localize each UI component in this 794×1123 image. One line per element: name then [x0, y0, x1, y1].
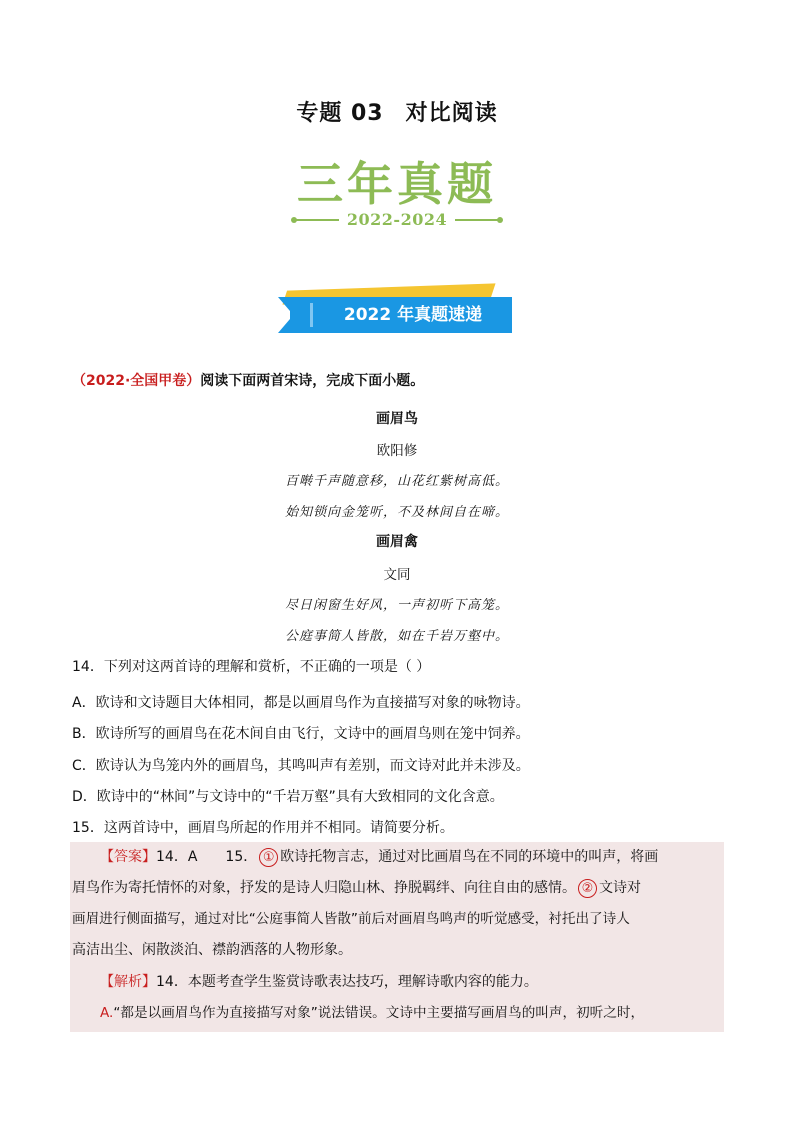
answer-q14: 14．A	[156, 849, 198, 865]
analysis-text-1: 14．本题考查学生鉴赏诗歌表达技巧，理解诗歌内容的能力。	[156, 974, 538, 990]
decor-line-left	[293, 219, 339, 221]
q14-option-a: A．欧诗和文诗题目大体相同，都是以画眉鸟作为直接描写对象的咏物诗。	[72, 695, 530, 711]
poem-2-author: 文同	[383, 567, 411, 583]
page-title	[0, 96, 794, 127]
answer-q15-num: 15．	[225, 849, 258, 865]
poem-1-title: 画眉鸟	[376, 411, 418, 427]
question-source: （2022·全国甲卷）	[72, 373, 201, 389]
poem-2-line-2: 公庭事简人皆散，如在千岩万壑中。	[284, 629, 509, 644]
topic-number: 专题 03	[296, 101, 384, 126]
q14-option-c: C．欧诗认为鸟笼内外的画眉鸟，其鸣叫声有差别，而文诗对此并未涉及。	[72, 758, 530, 774]
analysis-label: 【解析】	[100, 974, 156, 990]
question-intro	[72, 370, 424, 390]
poem-2-title: 画眉禽	[376, 534, 418, 550]
poem-1-author: 欧阳修	[376, 443, 418, 459]
decor-line-right	[455, 219, 501, 221]
answer-mark-1: ①	[259, 848, 278, 867]
answer-line-2	[72, 873, 724, 904]
three-years-heading: 三年真题	[297, 157, 497, 211]
poem-1-line-2: 始知锁向金笼听，不及林间自在啼。	[284, 505, 509, 520]
analysis-text-2: “都是以画眉鸟作为直接描写对象”说法错误。文诗中主要描写画眉鸟的叫声，初听之时，	[113, 1005, 645, 1021]
years-range: 2022-2024	[346, 210, 448, 229]
answer-line-4: 高洁出尘、闲散淡泊、襟韵洒落的人物形象。	[72, 942, 352, 958]
topic-title: 对比阅读	[405, 101, 498, 126]
answer-part1a: 欧诗托物言志，通过对比画眉鸟在不同的环境中的叫声，将画	[280, 849, 659, 865]
q15-stem: 15．这两首诗中，画眉鸟所起的作用并不相同。请简要分析。	[72, 820, 454, 836]
answer-line-1	[72, 842, 724, 873]
section-badge-label: 2022 年真题速递	[343, 305, 483, 325]
answer-line-3: 画眉进行侧面描写，通过对比“公庭事简人皆散”前后对画眉鸟鸣声的听觉感受，衬托出了诗人	[72, 911, 630, 927]
section-banner	[278, 287, 512, 339]
question-instruction: 阅读下面两首宋诗，完成下面小题。	[200, 373, 425, 389]
q14-option-d: D．欧诗中的“林间”与文诗中的“千岩万壑”具有大致相同的文化含意。	[72, 789, 504, 805]
answer-label: 【答案】	[100, 849, 156, 865]
q14-option-b: B．欧诗所写的画眉鸟在花木间自由飞行，文诗中的画眉鸟则在笼中饲养。	[72, 726, 530, 742]
analysis-a-prefix: A.	[100, 1005, 114, 1021]
answer-part1b: 眉鸟作为寄托情怀的对象，抒发的是诗人归隐山林、挣脱羁绊、向往自由的感情。	[72, 880, 576, 896]
analysis-line-1	[72, 967, 724, 998]
answer-mark-2: ②	[578, 879, 597, 898]
years-row	[0, 210, 794, 229]
poem-1-line-1: 百啭千声随意移，山花红紫树高低。	[284, 474, 509, 489]
banner-stripe	[310, 303, 313, 327]
analysis-line-2	[72, 998, 724, 1029]
answer-part2a: 文诗对	[599, 880, 641, 896]
poem-2-line-1: 尽日闲窗生好风，一声初听下高笼。	[284, 598, 509, 613]
q14-stem: 14．下列对这两首诗的理解和赏析，不正确的一项是（ ）	[72, 659, 431, 675]
